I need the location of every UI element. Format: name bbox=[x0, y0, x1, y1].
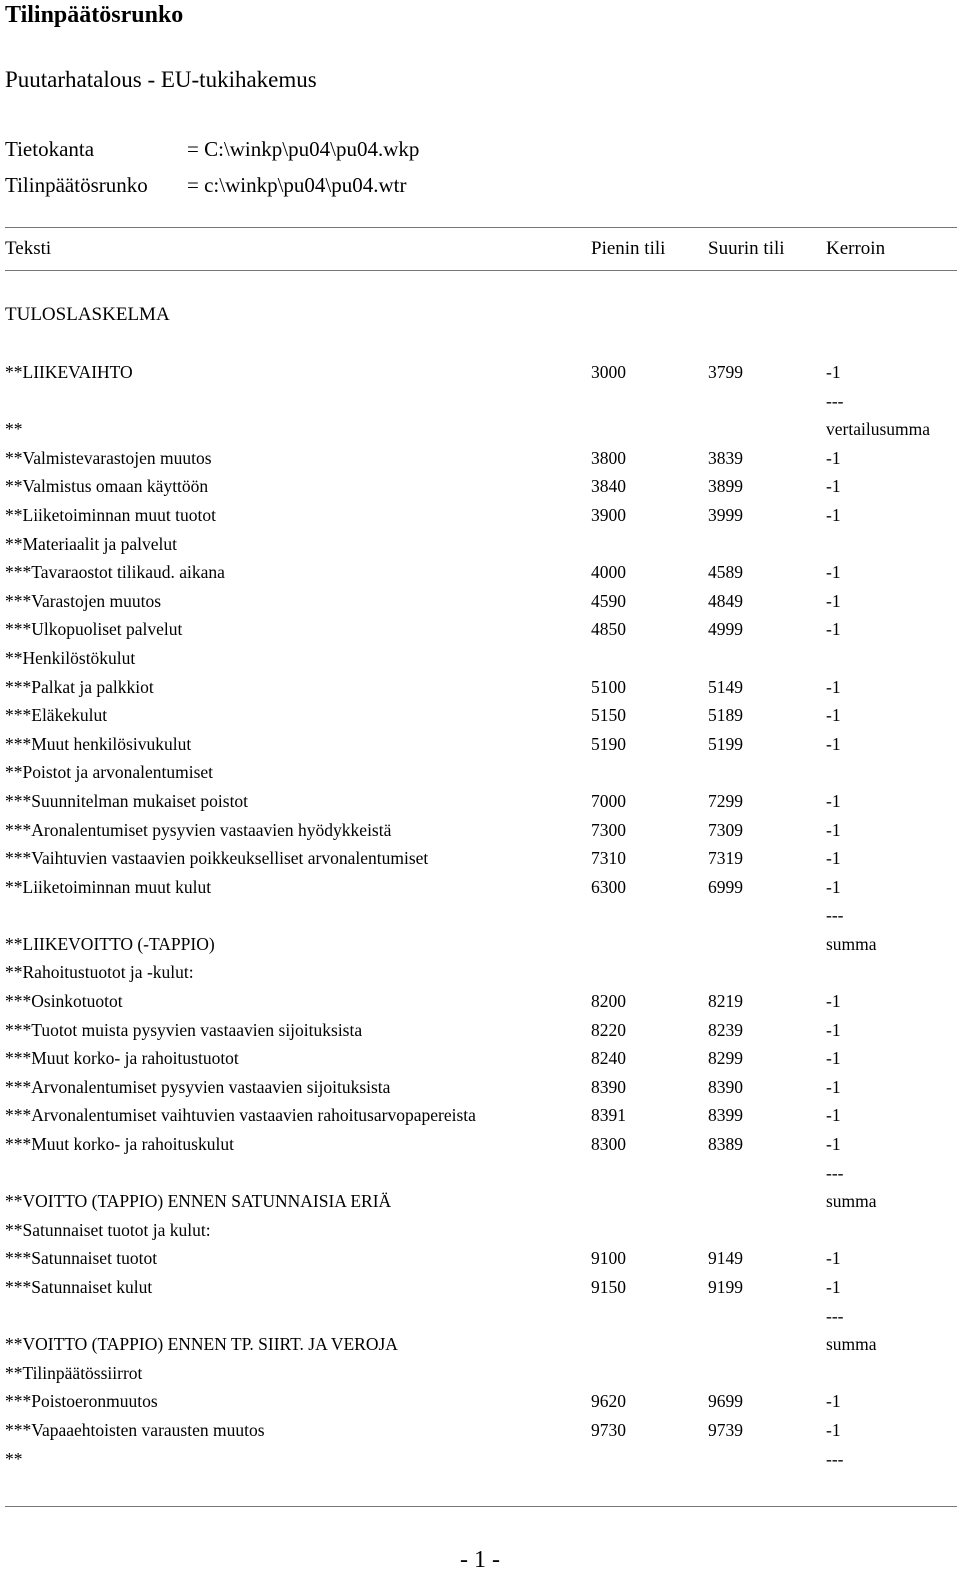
row-min-account: 8390 bbox=[591, 1076, 626, 1097]
table-row bbox=[0, 1073, 960, 1102]
row-max-account: 8239 bbox=[708, 1019, 743, 1040]
row-factor bbox=[826, 1016, 841, 1045]
row-text: ***Eläkekulut bbox=[5, 705, 108, 726]
row-factor-value: -1 bbox=[826, 1076, 841, 1097]
row-text: **Henkilöstökulut bbox=[5, 647, 136, 668]
row-min-account: 3840 bbox=[591, 476, 626, 497]
table-row bbox=[0, 1302, 960, 1359]
table-row bbox=[0, 444, 960, 473]
row-min-account: 7300 bbox=[591, 819, 626, 840]
row-max-account: 9199 bbox=[708, 1277, 743, 1297]
row-max-account: 9739 bbox=[708, 1419, 743, 1440]
row-max-account: 4849 bbox=[708, 590, 743, 611]
row-factor bbox=[826, 1044, 841, 1073]
row-text: ***Muut korko- ja rahoitustuotot bbox=[5, 1048, 239, 1069]
row-text: **LIIKEVAIHTO bbox=[5, 362, 133, 382]
row-min-account: 5190 bbox=[591, 733, 626, 754]
table-row bbox=[0, 1445, 960, 1474]
table-row bbox=[0, 701, 960, 730]
row-factor-value: -1 bbox=[826, 1048, 841, 1069]
footer-rule bbox=[5, 1506, 957, 1507]
row-text: ***Tavaraostot tilikaud. aikana bbox=[5, 562, 225, 583]
row-text: **VOITTO (TAPPIO) ENNEN TP. SIIRT. JA VEROJA bbox=[5, 1334, 398, 1355]
row-factor-value: -1 bbox=[826, 819, 841, 840]
row-factor-note: summa bbox=[826, 933, 877, 954]
row-max-account: 8299 bbox=[708, 1048, 743, 1069]
table-row bbox=[0, 873, 960, 902]
header-bottom-rule bbox=[5, 270, 957, 271]
row-factor bbox=[826, 1130, 841, 1159]
document-subtitle: Puutarhatalous - EU-tukihakemus bbox=[5, 67, 317, 92]
template-line bbox=[5, 171, 407, 199]
row-min-account: 8300 bbox=[591, 1134, 626, 1155]
row-max-account: 5149 bbox=[708, 676, 743, 697]
column-header-text: Teksti bbox=[5, 238, 52, 259]
table-row bbox=[0, 987, 960, 1016]
row-factor-value: -1 bbox=[826, 1019, 841, 1040]
row-factor bbox=[826, 787, 841, 816]
row-factor-value: -1 bbox=[826, 1277, 841, 1297]
page-number: - 1 - bbox=[460, 1547, 500, 1573]
row-text: **Poistot ja arvonalentumiset bbox=[5, 762, 214, 783]
row-factor-value: -1 bbox=[826, 562, 841, 583]
row-factor bbox=[826, 615, 841, 644]
table-row bbox=[0, 1044, 960, 1073]
row-factor-value: --- bbox=[826, 1305, 844, 1326]
row-min-account: 4590 bbox=[591, 590, 626, 611]
header-top-rule bbox=[5, 227, 957, 228]
row-factor-value: -1 bbox=[826, 790, 841, 811]
table-row bbox=[0, 1101, 960, 1130]
row-text: ** bbox=[5, 419, 23, 440]
row-text: ** bbox=[5, 1448, 23, 1469]
table-row bbox=[0, 816, 960, 845]
row-factor-value: -1 bbox=[826, 1248, 841, 1269]
row-max-account: 3799 bbox=[708, 362, 743, 382]
database-line bbox=[5, 135, 419, 163]
row-factor bbox=[826, 816, 841, 845]
row-text: **Liiketoiminnan muut tuotot bbox=[5, 504, 216, 525]
table-row bbox=[0, 730, 960, 759]
row-max-account: 9699 bbox=[708, 1391, 743, 1412]
row-text: **Materiaalit ja palvelut bbox=[5, 533, 178, 554]
table-row bbox=[0, 1244, 960, 1273]
row-text: ***Palkat ja palkkiot bbox=[5, 676, 154, 697]
account-rows bbox=[0, 358, 960, 1473]
row-min-account: 4000 bbox=[591, 562, 626, 583]
row-text: ***Osinkotuotot bbox=[5, 991, 123, 1012]
row-text: ***Vapaaehtoisten varausten muutos bbox=[5, 1419, 265, 1440]
table-row bbox=[0, 1416, 960, 1445]
row-factor-value: -1 bbox=[826, 848, 841, 869]
table-row bbox=[0, 758, 960, 787]
row-min-account: 8240 bbox=[591, 1048, 626, 1069]
table-row bbox=[0, 1273, 960, 1302]
row-text: ***Vaihtuvien vastaavien poikkeukselliset arvonalentumiset bbox=[5, 848, 429, 869]
row-text: **LIIKEVOITTO (-TAPPIO) bbox=[5, 933, 215, 954]
table-row bbox=[0, 472, 960, 501]
row-min-account: 5150 bbox=[591, 705, 626, 726]
table-row bbox=[0, 530, 960, 559]
row-text: **VOITTO (TAPPIO) ENNEN SATUNNAISIA ERIÄ bbox=[5, 1191, 392, 1212]
row-factor bbox=[826, 1387, 841, 1416]
table-row bbox=[0, 1130, 960, 1159]
row-factor bbox=[826, 901, 877, 958]
table-row bbox=[0, 387, 960, 444]
row-min-account: 4850 bbox=[591, 619, 626, 640]
row-text: ***Aronalentumiset pysyvien vastaavien hyödykkeistä bbox=[5, 819, 392, 840]
row-max-account: 5189 bbox=[708, 705, 743, 726]
row-max-account: 4999 bbox=[708, 619, 743, 640]
row-factor bbox=[826, 1445, 843, 1474]
row-factor-value: -1 bbox=[826, 733, 841, 754]
row-max-account: 9149 bbox=[708, 1248, 743, 1269]
row-text: ***Arvonalentumiset vaihtuvien vastaavien rahoitusarvopapereista bbox=[5, 1105, 476, 1126]
row-factor-value: -1 bbox=[826, 1419, 841, 1440]
row-factor-value: -1 bbox=[826, 590, 841, 611]
row-factor bbox=[826, 844, 841, 873]
template-value: = c:\winkp\pu04\pu04.wtr bbox=[187, 173, 407, 197]
row-min-account: 8391 bbox=[591, 1105, 626, 1126]
row-factor-note: summa bbox=[826, 1191, 877, 1212]
row-text: **Valmistevarastojen muutos bbox=[5, 447, 212, 468]
row-factor bbox=[826, 587, 841, 616]
table-row bbox=[0, 958, 960, 987]
table-row bbox=[0, 673, 960, 702]
table-row bbox=[0, 1159, 960, 1216]
row-text: ***Varastojen muutos bbox=[5, 590, 162, 611]
row-text: ***Satunnaiset kulut bbox=[5, 1277, 153, 1297]
row-max-account: 6999 bbox=[708, 876, 743, 897]
row-factor bbox=[826, 1416, 841, 1445]
row-max-account: 7299 bbox=[708, 790, 743, 811]
row-text: **Liiketoiminnan muut kulut bbox=[5, 876, 212, 897]
row-text: ***Ulkopuoliset palvelut bbox=[5, 619, 183, 640]
row-min-account: 3000 bbox=[591, 362, 626, 382]
row-text: **Tilinpäätössiirrot bbox=[5, 1362, 143, 1383]
row-factor bbox=[826, 873, 841, 902]
row-factor bbox=[826, 558, 841, 587]
row-max-account: 8389 bbox=[708, 1134, 743, 1155]
row-min-account: 8220 bbox=[591, 1019, 626, 1040]
row-factor-value: -1 bbox=[826, 447, 841, 468]
row-factor bbox=[826, 1073, 841, 1102]
table-row bbox=[0, 501, 960, 530]
row-factor bbox=[826, 1159, 877, 1216]
row-max-account: 7319 bbox=[708, 848, 743, 869]
row-factor bbox=[826, 444, 841, 473]
row-min-account: 3800 bbox=[591, 447, 626, 468]
table-row bbox=[0, 615, 960, 644]
row-factor bbox=[826, 673, 841, 702]
row-factor-value: -1 bbox=[826, 476, 841, 497]
row-text: ***Muut korko- ja rahoituskulut bbox=[5, 1134, 234, 1155]
table-row bbox=[0, 1216, 960, 1245]
row-max-account: 3999 bbox=[708, 504, 743, 525]
table-row bbox=[0, 787, 960, 816]
row-factor bbox=[826, 1273, 841, 1302]
table-row bbox=[0, 587, 960, 616]
row-factor-value: -1 bbox=[826, 705, 841, 726]
row-text: ***Poistoeronmuutos bbox=[5, 1391, 158, 1412]
row-factor bbox=[826, 1244, 841, 1273]
row-text: ***Tuotot muista pysyvien vastaavien sijoituksista bbox=[5, 1019, 363, 1040]
table-row bbox=[0, 901, 960, 958]
row-max-account: 8390 bbox=[708, 1076, 743, 1097]
row-factor-value: -1 bbox=[826, 1134, 841, 1155]
row-text: ***Suunnitelman mukaiset poistot bbox=[5, 790, 249, 811]
row-max-account: 8219 bbox=[708, 991, 743, 1012]
row-text: **Rahoitustuotot ja -kulut: bbox=[5, 962, 194, 983]
row-factor bbox=[826, 387, 930, 444]
row-factor bbox=[826, 1101, 841, 1130]
row-factor-value: -1 bbox=[826, 991, 841, 1012]
row-factor-value: -1 bbox=[826, 1105, 841, 1126]
table-row bbox=[0, 1387, 960, 1416]
row-min-account: 7000 bbox=[591, 790, 626, 811]
row-max-account: 3899 bbox=[708, 476, 743, 497]
row-factor bbox=[826, 1302, 877, 1359]
column-header-max: Suurin tili bbox=[708, 238, 785, 259]
row-factor-value: -1 bbox=[826, 676, 841, 697]
row-factor-value: -1 bbox=[826, 362, 841, 382]
row-factor bbox=[826, 358, 841, 387]
row-max-account: 5199 bbox=[708, 733, 743, 754]
row-text: ***Satunnaiset tuotot bbox=[5, 1248, 158, 1269]
template-label: Tilinpäätösrunko bbox=[5, 173, 148, 197]
table-row bbox=[0, 644, 960, 673]
row-factor bbox=[826, 987, 841, 1016]
row-factor-note: vertailusumma bbox=[826, 419, 931, 440]
row-factor-value: -1 bbox=[826, 619, 841, 640]
column-header-min: Pienin tili bbox=[591, 238, 666, 259]
table-row bbox=[0, 1016, 960, 1045]
row-min-account: 8200 bbox=[591, 991, 626, 1012]
row-min-account: 9100 bbox=[591, 1248, 626, 1269]
database-label: Tietokanta bbox=[5, 137, 95, 161]
row-factor bbox=[826, 730, 841, 759]
row-min-account: 7310 bbox=[591, 848, 626, 869]
row-factor-value: -1 bbox=[826, 504, 841, 525]
row-min-account: 9150 bbox=[591, 1277, 626, 1297]
row-min-account: 3900 bbox=[591, 504, 626, 525]
row-factor-value: --- bbox=[826, 905, 844, 926]
database-value: = C:\winkp\pu04\pu04.wkp bbox=[187, 137, 420, 161]
row-text: ***Arvonalentumiset pysyvien vastaavien sijoituksista bbox=[5, 1076, 391, 1097]
row-text: **Valmistus omaan käyttöön bbox=[5, 476, 209, 497]
row-factor bbox=[826, 501, 841, 530]
row-factor bbox=[826, 472, 841, 501]
row-factor-value: --- bbox=[826, 1448, 844, 1469]
row-min-account: 6300 bbox=[591, 876, 626, 897]
row-factor-value: -1 bbox=[826, 1391, 841, 1412]
row-max-account: 8399 bbox=[708, 1105, 743, 1126]
row-text: ***Muut henkilösivukulut bbox=[5, 733, 192, 754]
row-min-account: 9730 bbox=[591, 1419, 626, 1440]
table-row bbox=[0, 358, 960, 387]
row-min-account: 5100 bbox=[591, 676, 626, 697]
row-max-account: 7309 bbox=[708, 819, 743, 840]
row-factor-note: summa bbox=[826, 1334, 877, 1355]
table-row bbox=[0, 558, 960, 587]
row-max-account: 3839 bbox=[708, 447, 743, 468]
row-factor-value: --- bbox=[826, 390, 844, 411]
table-row bbox=[0, 1359, 960, 1388]
column-header-factor: Kerroin bbox=[826, 238, 886, 259]
table-row bbox=[0, 844, 960, 873]
row-text: **Satunnaiset tuotot ja kulut: bbox=[5, 1219, 211, 1240]
section-heading: TULOSLASKELMA bbox=[5, 304, 170, 325]
row-min-account: 9620 bbox=[591, 1391, 626, 1412]
row-factor bbox=[826, 701, 841, 730]
row-factor-value: --- bbox=[826, 1162, 844, 1183]
row-factor-value: -1 bbox=[826, 876, 841, 897]
document-title: Tilinpäätösrunko bbox=[5, 2, 184, 28]
row-max-account: 4589 bbox=[708, 562, 743, 583]
